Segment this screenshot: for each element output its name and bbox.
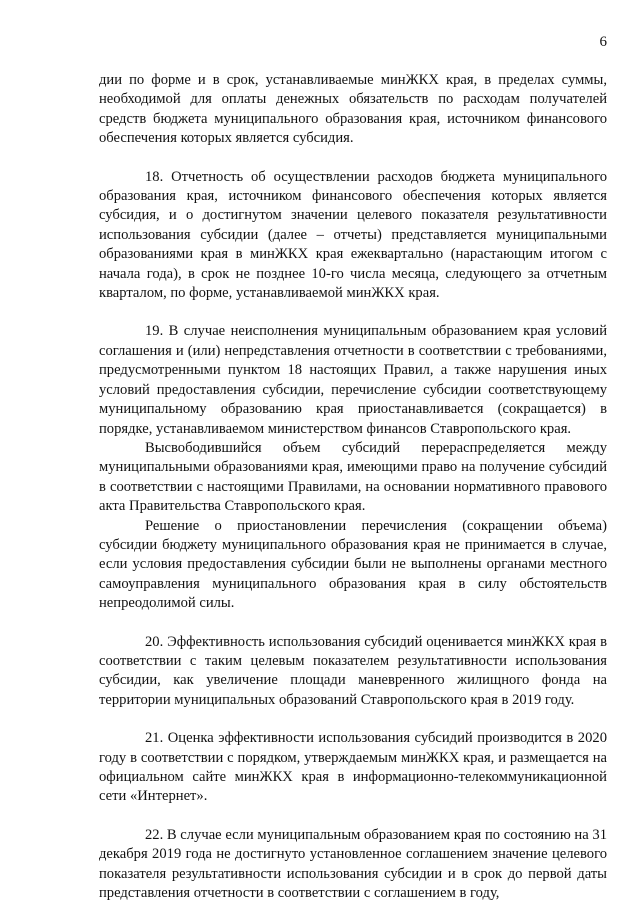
paragraph-item-21: 21. Оценка эффективности использования субсидий производится в 2020 году в соответствии с порядком, утверждаемым минЖКХ края, и размещается на официальном сайте минЖКХ края в информационно-телекоммуникационной сети «Интернет».	[99, 730, 607, 805]
paragraph-item-19: 19. В случае неисполнения муниципальным образованием края условий соглашения и (или) непредставления отчетности в соответствии с требованиями, предусмотренными пунктом 18 настоящих Правил, а также нарушения иных условий предоставления субсидии, перечисление субсидии соответствующему муниципальному образованию края приостанавливается (сокращается) в порядке, устанавливаемом министерством финансов Ставропольского края.	[99, 323, 607, 437]
paragraph-suspension-decision: Решение о приостановлении перечисления (сокращении объема) субсидии бюджету муниципального образования края не принимается в случае, если условия предоставления субсидии были не выполнены органами местного самоуправления муниципального образования края в силу обстоятельств непреодолимой силы.	[99, 517, 607, 612]
page-number: 6	[599, 34, 607, 50]
paragraph-redistribution: Высвободившийся объем субсидий перераспределяется между муниципальными образованиями края, имеющими право на получение субсидий в соответствии с настоящими Правилами, на основании нормативного правового акта Правительства Ставропольского края.	[99, 439, 607, 515]
paragraph-item-20: 20. Эффективность использования субсидий оценивается минЖКХ края в соответствии с таким целевым показателем результативности использования субсидии, как увеличение площади маневренного жилищного фонда на территории муниципальных образований Ставропольского края в 2019 году.	[99, 633, 607, 708]
paragraph-item-18: 18. Отчетность об осуществлении расходов бюджета муниципального образования края, источником финансового обеспечения которых является субсидия, и о достигнутом значении целевого показателя результативности использования субсидии (далее – отчеты) представляется муниципальными образованиями края в минЖКХ края ежеквартально (нарастающим итогом с начала года), в срок не позднее 10-го числа месяца, следующего за отчетным кварталом, по форме, устанавливаемой минЖКХ края.	[99, 168, 607, 302]
document-body	[99, 71, 607, 903]
paragraph-item-22: 22. В случае если муниципальным образованием края по состоянию на 31 декабря 2019 года не достигнуто установленное соглашением значение целевого показателя результативности использования субсидии и в срок до первой даты представления отчетности в соответствии с соглашением в году,	[99, 826, 607, 902]
paragraph-continuation: дии по форме и в срок, устанавливаемые минЖКХ края, в пределах суммы, необходимой для оплаты денежных обязательств по расходам получателей средств бюджета муниципального образования края, источником финансового обеспечения которых является субсидия.	[99, 72, 607, 147]
